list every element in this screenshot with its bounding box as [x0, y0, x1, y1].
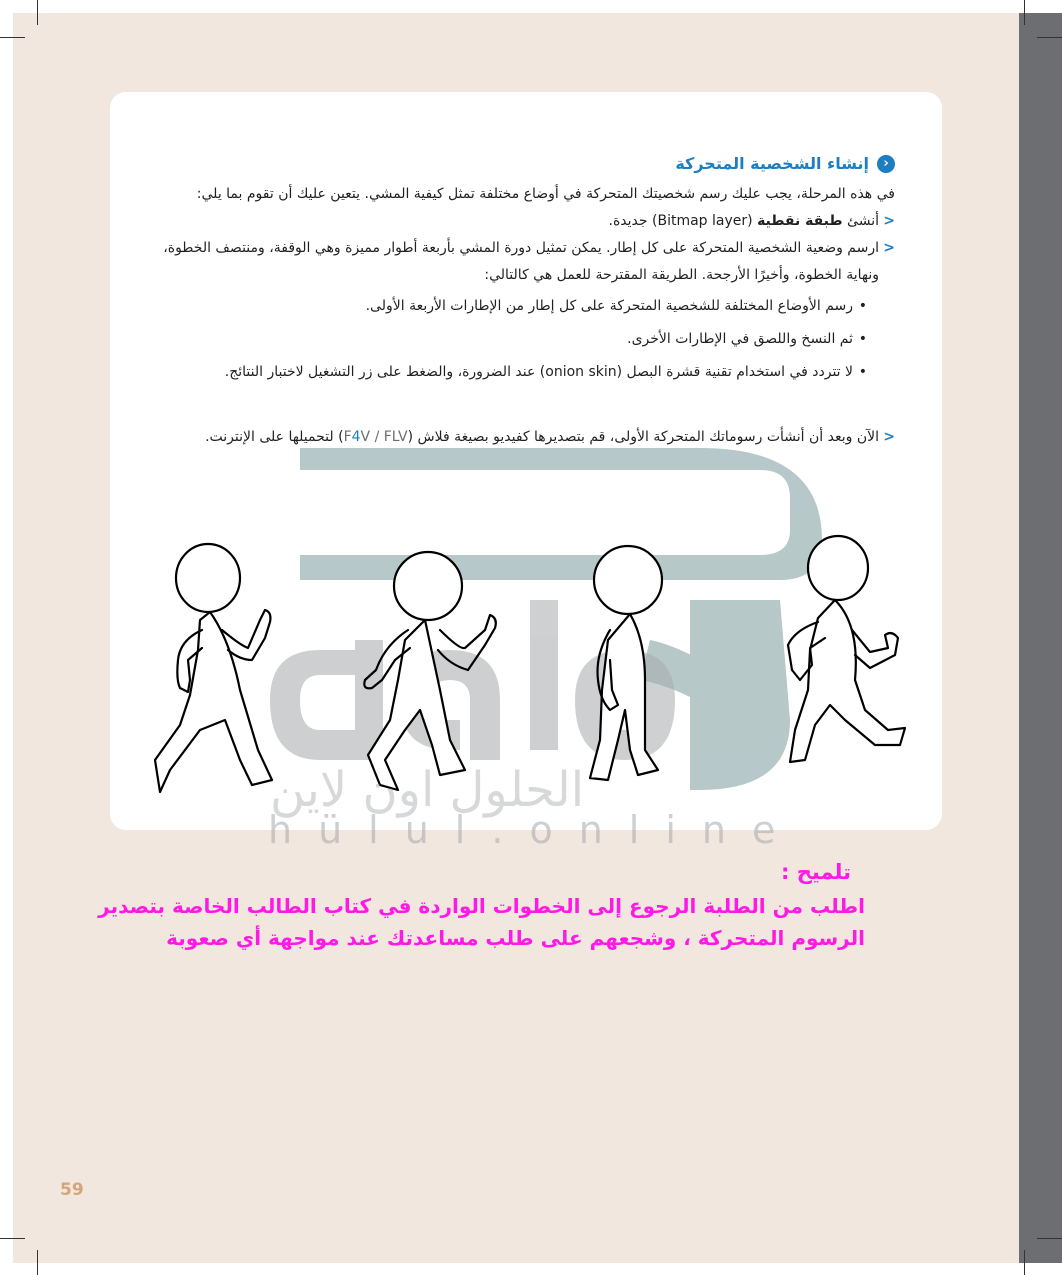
format-part: 4 [351, 429, 361, 445]
walking-figure-pose-4 [788, 536, 905, 762]
watermark-arabic-text: الحلول اون لاين [270, 762, 585, 818]
watermark-latin-text: hülul.online [268, 808, 802, 852]
step1-bold: طبقة نقطية [757, 213, 843, 229]
step-export-video [140, 424, 895, 451]
bullet-item: • لا تتردد في استخدام تقنية قشرة البصل (onion skin) عند الضرورة، والضغط على زر التشغيل لاختبار النتائج. [140, 359, 867, 386]
crop-mark [37, 0, 38, 25]
tip-title: تلميح : [781, 860, 851, 884]
step1-prefix: أنشئ [842, 213, 879, 229]
crop-mark [1024, 1250, 1025, 1275]
tip-body: اطلب من الطلبة الرجوع إلى الخطوات الواردة في كتاب الطالب الخاصة بتصدير الرسوم المتحركة ، وشجعهم على طلب مساعدتك عند مواجهة أي صعوبة [98, 894, 865, 950]
crop-mark [0, 1238, 25, 1239]
step-create-layer [140, 208, 895, 235]
walking-figure-pose-3 [590, 546, 662, 780]
walking-figure-pose-1 [155, 544, 272, 792]
format-part: V / FLV [360, 429, 408, 445]
crop-mark [0, 37, 25, 38]
crop-mark [1037, 37, 1062, 38]
step2-text: ارسم وضعية الشخصية المتحركة على كل إطار. يمكن تمثيل دورة المشي بأربعة أطوار مميزة وهي الوقفة، ومنتصف الخطوة، ونهاية الخطوة، وأخيرًا الأرجحة. الطريقة المقترحة للعمل هي كالتالي: [163, 240, 879, 283]
arrow-right-icon: < [883, 240, 895, 256]
chevron-left-icon: ‹ [877, 155, 895, 173]
walking-figure-pose-2 [364, 552, 496, 790]
step1-suffix: (Bitmap layer) جديدة. [608, 213, 758, 229]
method-bullets [140, 293, 895, 386]
page-number: 59 [60, 1180, 84, 1200]
bullet-item: • رسم الأوضاع المختلفة للشخصية المتحركة على كل إطار من الإطارات الأربعة الأولى. [140, 293, 867, 320]
crop-mark [1024, 0, 1025, 25]
page-edge-strip [1019, 13, 1062, 1263]
intro-paragraph: في هذه المرحلة، يجب عليك رسم شخصيتك المتحركة في أوضاع مختلفة تمثل كيفية المشي. يتعين عليك أن تقوم بما يلي: [196, 186, 895, 202]
section-content [140, 150, 895, 451]
crop-mark [1037, 1238, 1062, 1239]
arrow-right-icon: < [883, 213, 895, 229]
section-heading-text: إنشاء الشخصية المتحركة [675, 154, 869, 173]
format-label [344, 429, 408, 445]
bullet-item: • ثم النسخ واللصق في الإطارات الأخرى. [140, 326, 867, 353]
step3-prefix: الآن وبعد أن أنشأت رسوماتك المتحركة الأولى، قم بتصديرها كفيديو بصيغة فلاش ( [407, 429, 879, 445]
section-heading [140, 150, 895, 177]
step3-suffix: ) لتحميلها على الإنترنت. [205, 429, 344, 445]
arrow-right-icon: < [883, 429, 895, 445]
format-part: F [343, 429, 352, 445]
crop-mark [37, 1250, 38, 1275]
step-draw-poses [140, 235, 895, 289]
teacher-tip [95, 860, 865, 954]
